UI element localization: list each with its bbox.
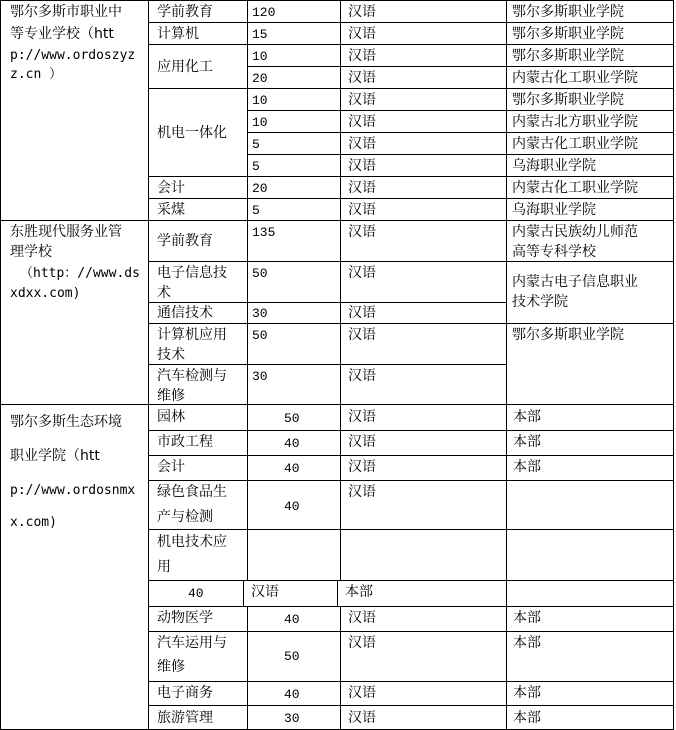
grid-line [243,580,244,606]
grid-line [148,302,507,303]
major-cell: 采煤 [157,202,185,218]
partner-cell: 内蒙古化工职业学院 [512,136,638,152]
partner-cell: 本部 [345,584,373,600]
language-cell: 汉语 [251,584,279,600]
school-url: （http：//www.ds [20,266,140,281]
count-cell: 40 [284,461,300,476]
language-cell: 汉语 [348,136,376,152]
grid-line [148,0,149,730]
major-cell: 机电一体化 [157,125,227,141]
count-cell: 50 [284,649,300,664]
count-cell: 50 [252,266,268,281]
language-cell: 汉语 [348,4,376,20]
language-cell: 汉语 [348,180,376,196]
grid-line [148,323,674,324]
school-url: x.com) [10,515,57,530]
major-cell: 维修 [157,388,185,404]
school-url: p://www.ordoszyz [10,48,136,63]
count-cell: 50 [284,411,300,426]
grid-line [340,0,341,580]
school-url: p://www.ordosnmx [10,483,136,498]
grid-line [0,404,674,405]
grid-line [148,705,674,706]
grid-line [148,364,507,365]
partner-cell: 本部 [513,685,541,701]
school-name: 理学校 [10,244,52,260]
count-cell: 30 [284,711,300,726]
major-cell: 市政工程 [157,434,213,450]
count-cell: 50 [252,328,268,343]
grid-line [0,0,1,730]
partner-cell: 本部 [513,434,541,450]
partner-cell: 本部 [513,635,541,651]
partner-cell: 高等专科学校 [512,244,596,260]
language-cell: 汉语 [348,484,376,500]
school-name: 东胜现代服务业管 [10,224,122,240]
major-cell: 绿色食品生 [157,484,227,500]
grid-line [148,580,674,581]
grid-line [148,261,674,262]
count-cell: 5 [252,159,260,174]
major-cell: 计算机应用 [157,327,227,343]
school-name: 鄂尔多斯市职业中 [10,4,122,20]
major-cell: 技术 [157,347,185,363]
grid-line [0,0,674,1]
grid-line [148,681,674,682]
partner-cell: 鄂尔多斯职业学院 [512,4,624,20]
count-cell: 15 [252,27,268,42]
language-cell: 汉语 [348,409,376,425]
grid-line [337,580,338,606]
partner-cell: 内蒙古化工职业学院 [512,70,638,86]
language-cell: 汉语 [348,459,376,475]
count-cell: 5 [252,137,260,152]
count-cell: 20 [252,71,268,86]
partner-cell: 内蒙古电子信息职业 [512,274,638,290]
grid-line [148,88,674,89]
language-cell: 汉语 [348,610,376,626]
partner-cell: 本部 [513,610,541,626]
major-cell: 汽车检测与 [157,368,227,384]
partner-cell: 鄂尔多斯职业学院 [512,48,624,64]
grid-line [247,154,674,155]
partner-cell: 技术学院 [512,294,568,310]
partner-cell: 鄂尔多斯职业学院 [512,327,624,343]
grid-line [247,132,674,133]
grid-line [0,220,674,221]
count-cell: 120 [252,5,276,20]
major-cell: 学前教育 [157,4,213,20]
major-cell: 会计 [157,180,185,196]
grid-line [247,110,674,111]
language-cell: 汉语 [348,635,376,651]
major-cell: 汽车运用与 [157,635,227,651]
count-cell: 40 [188,586,204,601]
major-cell: 学前教育 [157,233,213,249]
grid-line [247,606,248,730]
major-cell: 通信技术 [157,305,213,321]
school-url: z.cn ） [10,67,63,82]
grid-line [148,22,674,23]
major-cell: 园林 [157,409,185,425]
major-cell: 产与检测 [157,509,213,525]
partner-cell: 本部 [513,409,541,425]
language-cell: 汉语 [348,434,376,450]
grid-line [506,0,507,580]
partner-cell: 乌海职业学院 [512,202,596,218]
partner-cell: 本部 [513,710,541,726]
major-cell: 维修 [157,659,185,675]
partner-cell: 鄂尔多斯职业学院 [512,92,624,108]
partner-cell: 内蒙古北方职业学院 [512,114,638,130]
school-name: 鄂尔多斯生态环境 [10,414,122,430]
major-cell: 应用化工 [157,59,213,75]
count-cell: 10 [252,49,268,64]
grid-line [340,606,341,730]
language-cell: 汉语 [348,368,376,384]
partner-cell: 内蒙古民族幼儿师范 [512,224,638,240]
grid-line [148,529,674,530]
grid-line [148,606,674,607]
grid-line [148,44,674,45]
language-cell: 汉语 [348,92,376,108]
language-cell: 汉语 [348,327,376,343]
language-cell: 汉语 [348,158,376,174]
language-cell: 汉语 [348,224,376,240]
partner-cell: 本部 [513,459,541,475]
major-cell: 电子商务 [157,685,213,701]
major-cell: 电子信息技 [157,265,227,281]
count-cell: 40 [284,436,300,451]
grid-line [247,66,674,67]
count-cell: 10 [252,93,268,108]
major-cell: 会计 [157,459,185,475]
language-cell: 汉语 [348,202,376,218]
grid-line [148,430,674,431]
language-cell: 汉语 [348,265,376,281]
language-cell: 汉语 [348,305,376,321]
grid-line [506,606,507,730]
count-cell: 40 [284,687,300,702]
count-cell: 20 [252,181,268,196]
grid-line [506,580,507,606]
major-cell: 用 [157,559,171,575]
count-cell: 30 [252,306,268,321]
language-cell: 汉语 [348,710,376,726]
language-cell: 汉语 [348,26,376,42]
school-name: 等专业学校（htt [10,26,114,42]
count-cell: 5 [252,203,260,218]
count-cell: 40 [284,499,300,514]
grid-line [148,198,674,199]
grid-line [148,631,674,632]
count-cell: 10 [252,115,268,130]
language-cell: 汉语 [348,48,376,64]
school-name: 职业学院（htt [10,448,100,464]
language-cell: 汉语 [348,114,376,130]
grid-line [148,480,674,481]
grid-line [148,455,674,456]
count-cell: 40 [284,612,300,627]
school-url: xdxx.com) [10,286,81,301]
partner-cell: 乌海职业学院 [512,158,596,174]
major-cell: 旅游管理 [157,710,213,726]
grid-line [247,0,248,580]
language-cell: 汉语 [348,70,376,86]
grid-line [148,176,674,177]
count-cell: 135 [252,225,276,240]
major-cell: 机电技术应 [157,534,227,550]
major-cell: 计算机 [157,26,199,42]
partner-cell: 鄂尔多斯职业学院 [512,26,624,42]
major-cell: 动物医学 [157,610,213,626]
count-cell: 30 [252,369,268,384]
language-cell: 汉语 [348,685,376,701]
major-cell: 术 [157,285,171,301]
partner-cell: 内蒙古化工职业学院 [512,180,638,196]
